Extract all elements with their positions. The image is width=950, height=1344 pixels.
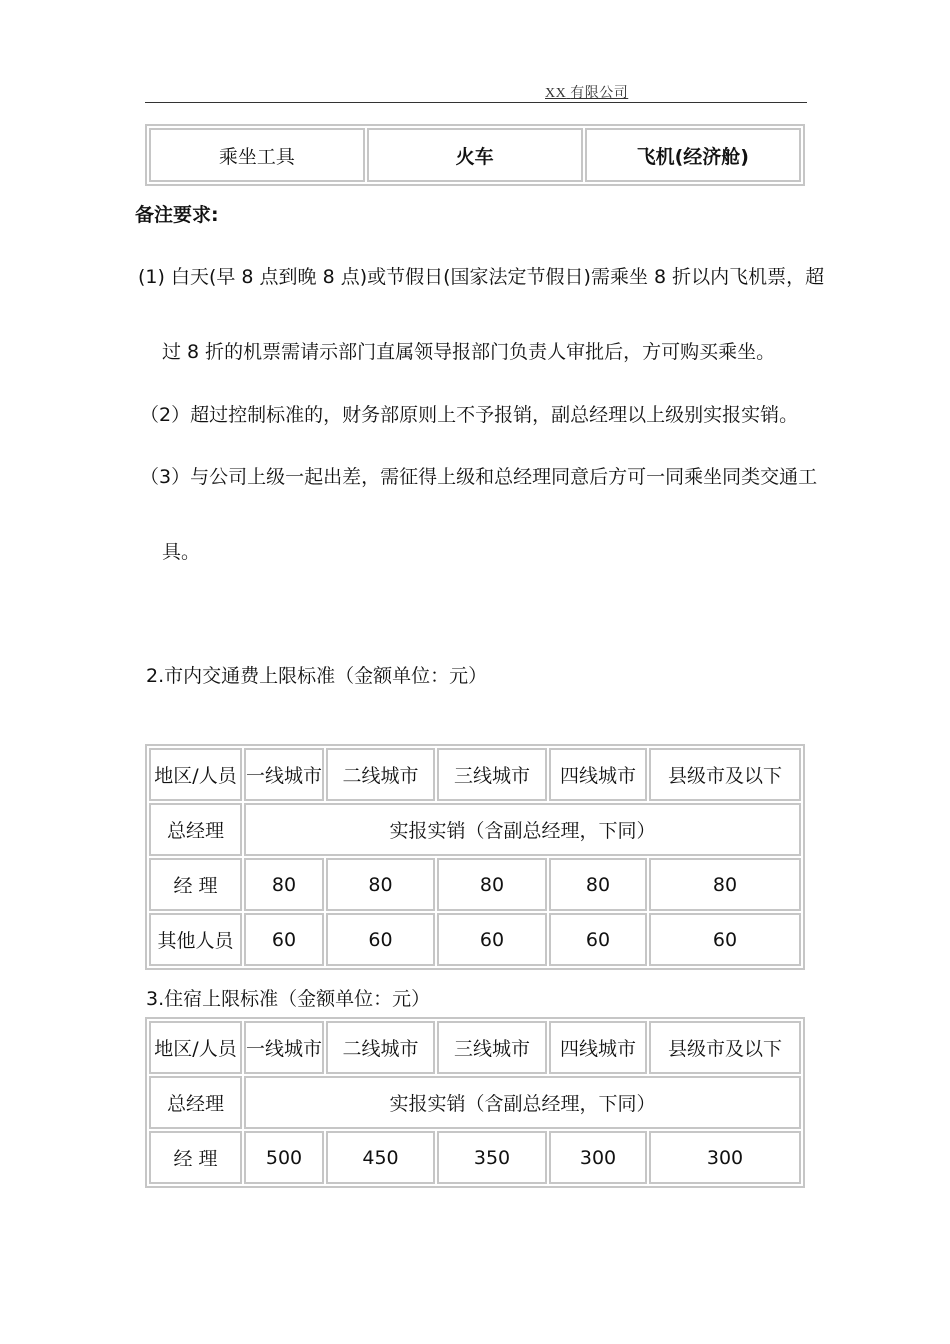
table-row <box>149 1131 801 1184</box>
accommodation-heading: 3.住宿上限标准（金额单位：元） <box>146 988 431 1010</box>
value-cell: 60 <box>244 913 324 966</box>
company-name <box>545 82 628 102</box>
row-label-cell: 经 理 <box>149 858 242 911</box>
table-row <box>149 803 801 856</box>
header-cell: 四线城市 <box>549 748 647 801</box>
value-cell: 60 <box>326 913 435 966</box>
header-cell: 县级市及以下 <box>649 748 801 801</box>
value-cell: 80 <box>549 858 647 911</box>
header-cell: 地区/人员 <box>149 748 242 801</box>
value-cell: 300 <box>649 1131 801 1184</box>
value-cell: 80 <box>326 858 435 911</box>
row-label-cell: 其他人员 <box>149 913 242 966</box>
value-cell: 500 <box>244 1131 324 1184</box>
note-item-3-line-1: （3）与公司上级一起出差，需征得上级和总经理同意后方可一同乘坐同类交通工 <box>140 466 818 488</box>
note-item-1-line-1: (1) 白天(早 8 点到晚 8 点)或节假日(国家法定节假日)需乘坐 8 折以内飞机票，超 <box>138 266 825 288</box>
company-prefix: XX <box>545 86 567 101</box>
table-row <box>149 128 801 182</box>
plane-cell: 飞机(经济舱) <box>585 128 801 182</box>
header-cell: 地区/人员 <box>149 1021 242 1074</box>
value-cell: 60 <box>549 913 647 966</box>
header-cell: 一线城市 <box>244 748 324 801</box>
table-header-row <box>149 748 801 801</box>
value-cell: 80 <box>244 858 324 911</box>
transport-table <box>145 124 805 186</box>
header-cell: 二线城市 <box>326 748 435 801</box>
city-transport-heading: 2.市内交通费上限标准（金额单位：元） <box>146 665 488 687</box>
row-label-cell: 经 理 <box>149 1131 242 1184</box>
row-label-cell: 总经理 <box>149 803 242 856</box>
table-row <box>149 913 801 966</box>
value-cell: 60 <box>437 913 547 966</box>
train-cell: 火车 <box>367 128 583 182</box>
note-item-2: （2）超过控制标准的，财务部原则上不予报销，副总经理以上级别实报实销。 <box>140 404 799 426</box>
row-label-cell: 总经理 <box>149 1076 242 1129</box>
gm-value-cell: 实报实销（含副总经理，下同） <box>244 803 801 856</box>
header-cell: 三线城市 <box>437 748 547 801</box>
note-item-3-line-2: 具。 <box>162 541 201 563</box>
company-suffix: 有限公司 <box>570 86 629 101</box>
accommodation-table <box>145 1017 805 1188</box>
city-transport-table <box>145 744 805 970</box>
header-cell: 二线城市 <box>326 1021 435 1074</box>
value-cell: 60 <box>649 913 801 966</box>
header-cell: 四线城市 <box>549 1021 647 1074</box>
value-cell: 350 <box>437 1131 547 1184</box>
gm-value-cell: 实报实销（含副总经理，下同） <box>244 1076 801 1129</box>
value-cell: 450 <box>326 1131 435 1184</box>
header-cell: 一线城市 <box>244 1021 324 1074</box>
value-cell: 80 <box>437 858 547 911</box>
notes-title: 备注要求: <box>135 204 219 226</box>
value-cell: 300 <box>549 1131 647 1184</box>
table-header-row <box>149 1021 801 1074</box>
header-cell: 三线城市 <box>437 1021 547 1074</box>
header-cell: 县级市及以下 <box>649 1021 801 1074</box>
value-cell: 80 <box>649 858 801 911</box>
transport-label-cell: 乘坐工具 <box>149 128 365 182</box>
note-item-1-line-2: 过 8 折的机票需请示部门直属领导报部门负责人审批后，方可购买乘坐。 <box>162 341 776 363</box>
table-row <box>149 858 801 911</box>
table-row <box>149 1076 801 1129</box>
page-header <box>145 80 807 103</box>
